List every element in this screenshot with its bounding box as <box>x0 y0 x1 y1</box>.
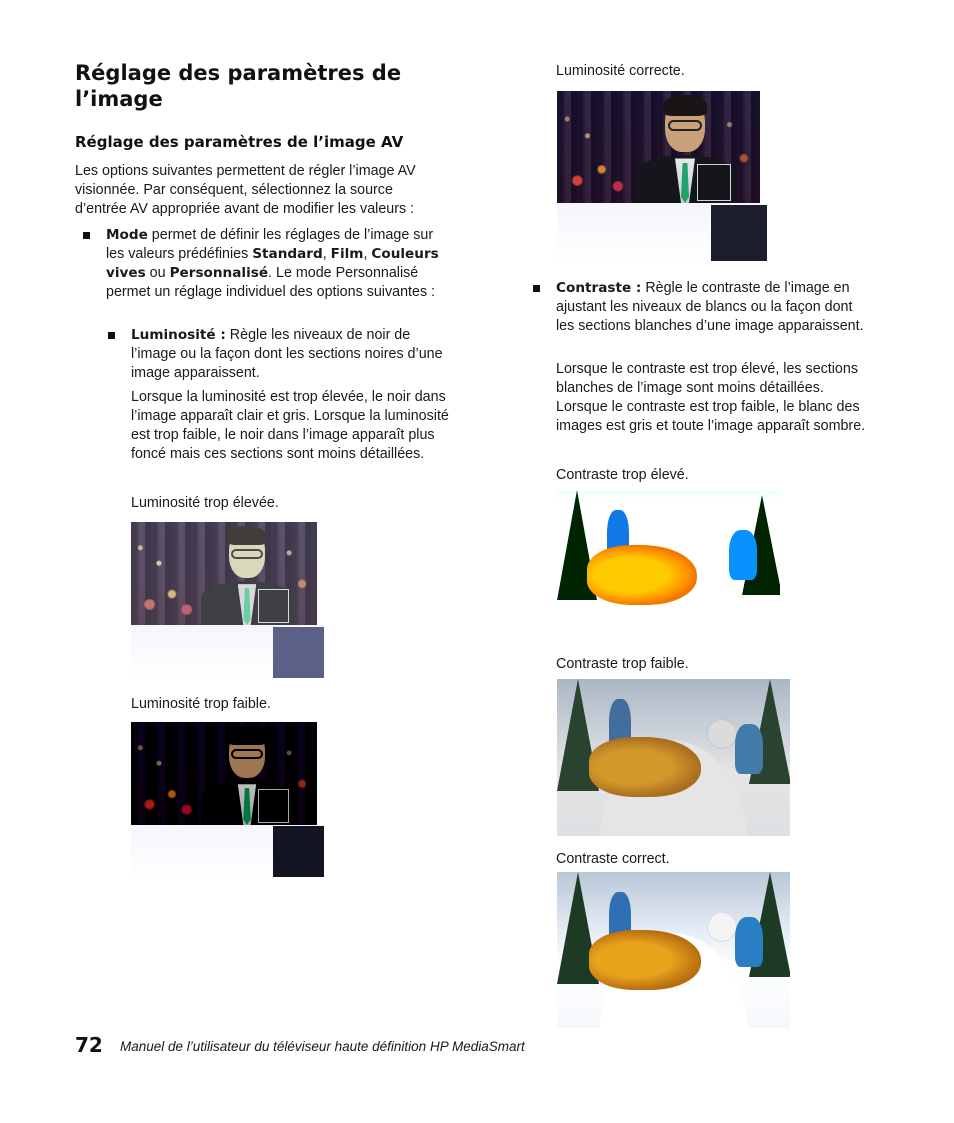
page-number: 72 <box>75 1033 103 1057</box>
contraste-text: Règle le contraste de l’image en ajustant les niveaux de blancs ou la façon dont les sections blanches d’une image apparaissent. <box>556 280 864 334</box>
luminosite-term: Luminosité : <box>131 327 226 343</box>
mode-text-end: . Le mode Personnalisé permet un réglage individuel des options suivantes : <box>106 265 436 300</box>
snowman <box>707 719 737 749</box>
dog <box>589 930 701 990</box>
child-figure <box>735 917 763 967</box>
mode-item <box>106 226 448 302</box>
photo-brightness-correct <box>557 91 760 203</box>
zoom-box <box>697 164 731 201</box>
separator: , <box>322 246 331 262</box>
caption-con-high: Contraste trop élevé. <box>556 467 689 483</box>
snowman <box>707 520 731 544</box>
contraste-detail: Lorsque le contraste est trop élevé, les sections blanches de l’image sont moins détaillées. Lorsque le contraste est trop faible, le blanc des images est gris et toute l’image apparaît sombre. <box>556 361 866 434</box>
zoom-inset <box>273 627 324 678</box>
bullet-marker <box>533 285 540 292</box>
caption-con-ok: Contraste correct. <box>556 851 670 867</box>
photo-contrast-correct <box>557 872 790 1028</box>
mode-text: permet de définir les réglages de l’image sur les valeurs prédéfinies <box>106 227 434 262</box>
caption-lum-high: Luminosité trop élevée. <box>131 495 279 511</box>
glasses <box>668 120 702 131</box>
bullet-marker <box>108 332 115 339</box>
glasses <box>231 549 262 559</box>
section-title: Réglage des paramètres de l’image AV <box>75 133 404 151</box>
zoom-inset <box>711 205 767 261</box>
separator: ou <box>145 265 170 281</box>
footer-text: Manuel de l’utilisateur du téléviseur haute définition HP MediaSmart <box>120 1039 525 1054</box>
dog <box>587 545 697 605</box>
luminosite-item <box>131 326 449 383</box>
zoom-box <box>258 789 289 823</box>
mode-option-couleurs-vives: Couleurs vives <box>106 246 439 281</box>
bullet-marker <box>83 232 90 239</box>
photo-contrast-high <box>557 490 780 645</box>
luminosite-text: Règle les niveaux de noir de l’image ou la façon dont les sections noires d’une image apparaissent. <box>131 327 443 381</box>
mode-option-film: Film <box>330 246 364 262</box>
photo-brightness-low <box>131 722 317 825</box>
child-figure <box>729 530 757 580</box>
photo-brightness-high <box>131 522 317 625</box>
caption-lum-low: Luminosité trop faible. <box>131 696 271 712</box>
caption-lum-ok: Luminosité correcte. <box>556 63 685 79</box>
hair <box>227 726 267 745</box>
page-title: Réglage des paramètres de l’image <box>75 61 402 111</box>
zoom-box <box>258 589 289 623</box>
mode-term: Mode <box>106 227 148 243</box>
hair <box>663 95 707 116</box>
mode-option-standard: Standard <box>252 246 323 262</box>
luminosite-detail: Lorsque la luminosité est trop élevée, le noir dans l’image apparaît clair et gris. Lorsque la luminosité est trop faible, le noir dans l’image apparaît plus foncé mais ces sections sont moins détaillées. <box>131 389 449 462</box>
photo-contrast-low <box>557 679 790 836</box>
glasses <box>231 749 262 759</box>
hair <box>227 526 267 545</box>
intro-paragraph: Les options suivantes permettent de régler l’image AV visionnée. Par conséquent, sélectionnez la source d’entrée AV appropriée avant de modifier les valeurs : <box>75 163 416 217</box>
zoom-inset <box>273 826 324 877</box>
contraste-item <box>556 279 868 336</box>
separator: , <box>363 246 372 262</box>
contraste-term: Contraste : <box>556 280 642 296</box>
child-figure <box>735 724 763 774</box>
mode-option-personnalise: Personnalisé <box>169 265 269 281</box>
dog <box>589 737 701 797</box>
caption-con-low: Contraste trop faible. <box>556 656 689 672</box>
snowman <box>707 912 737 942</box>
